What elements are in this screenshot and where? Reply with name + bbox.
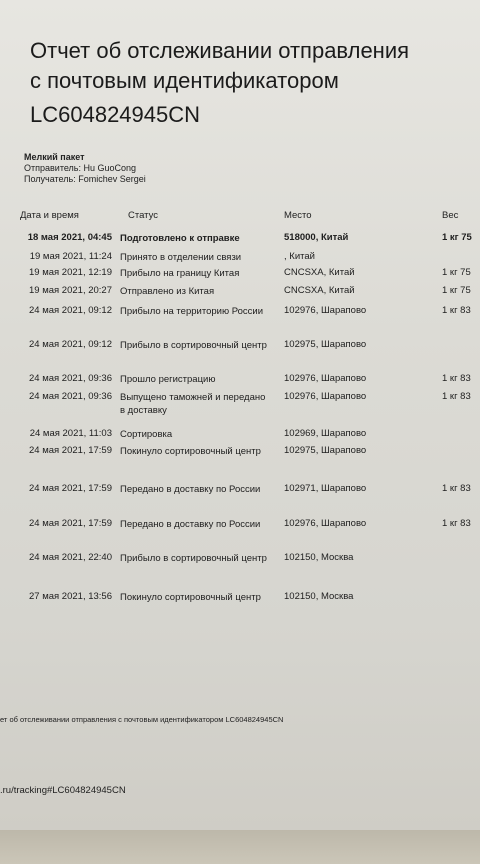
row-place: 518000, Китай <box>284 232 349 243</box>
row-status: Прибыло в сортировочный центр <box>120 340 267 351</box>
row-date: 24 мая 2021, 09:12 <box>29 339 112 350</box>
row-date: 19 мая 2021, 20:27 <box>29 285 112 296</box>
row-status: Сортировка <box>120 429 173 440</box>
row-place: 102969, Шарапово <box>284 428 367 439</box>
row-date: 24 мая 2021, 09:12 <box>29 305 112 316</box>
row-weight: 1 кг 83 <box>442 518 471 529</box>
row-weight: 1 кг 83 <box>442 483 471 494</box>
row-date: 24 мая 2021, 17:59 <box>29 518 112 529</box>
row-status: Прибыло на границу Китая <box>120 268 240 279</box>
tracking-id: LC604824945CN <box>30 102 201 127</box>
header-place: Место <box>284 210 312 221</box>
header-status: Статус <box>128 210 159 221</box>
parcel-meta <box>24 152 146 185</box>
row-status: Прибыло на территорию России <box>120 306 264 317</box>
row-place: 102976, Шарапово <box>284 518 367 529</box>
footer-url: .ru/tracking#LC604824945CN <box>0 785 126 796</box>
row-place: 102971, Шарапово <box>284 483 367 494</box>
row-date: 24 мая 2021, 17:59 <box>29 445 112 456</box>
row-place: CNCSXA, Китай <box>284 267 355 278</box>
row-status: Прошло регистрацию <box>120 374 216 385</box>
row-status: Выпущено таможней и передано в доставку <box>120 392 266 416</box>
background-surface <box>0 830 480 864</box>
row-weight: 1 кг 83 <box>442 391 471 402</box>
row-date: 24 мая 2021, 22:40 <box>29 552 112 563</box>
footer-caption: ет об отслеживании отправления с почтовым идентификатором LC604824945CN <box>0 715 284 724</box>
row-weight: 1 кг 75 <box>442 267 471 278</box>
report-title: Отчет об отслеживании отправления с почтовым идентификатором <box>30 38 410 93</box>
row-place: 102975, Шарапово <box>284 445 367 456</box>
row-date: 24 мая 2021, 09:36 <box>29 373 112 384</box>
row-place: 102976, Шарапово <box>284 373 367 384</box>
row-status: Покинуло сортировочный центр <box>120 592 261 603</box>
row-place: 102976, Шарапово <box>284 391 367 402</box>
row-status: Покинуло сортировочный центр <box>120 446 261 457</box>
recipient: Получатель: Fomichev Sergei <box>24 174 146 184</box>
sender: Отправитель: Hu GuoCong <box>24 163 137 173</box>
row-date: 27 мая 2021, 13:56 <box>29 591 112 602</box>
parcel-type: Мелкий пакет <box>24 152 85 162</box>
row-place: 102150, Москва <box>284 552 354 563</box>
row-weight: 1 кг 75 <box>442 232 472 243</box>
row-date: 18 мая 2021, 04:45 <box>27 232 112 243</box>
row-weight: 1 кг 75 <box>442 285 471 296</box>
row-date: 24 мая 2021, 11:03 <box>29 428 112 439</box>
row-date: 24 мая 2021, 09:36 <box>29 391 112 402</box>
row-weight: 1 кг 83 <box>442 305 471 316</box>
row-status: Передано в доставку по России <box>120 484 261 495</box>
row-status: Принято в отделении связи <box>120 252 242 263</box>
row-weight: 1 кг 83 <box>442 373 471 384</box>
row-date: 19 мая 2021, 12:19 <box>29 267 112 278</box>
row-status: Передано в доставку по России <box>120 519 261 530</box>
row-place: 102976, Шарапово <box>284 305 367 316</box>
row-status: Отправлено из Китая <box>120 286 215 297</box>
row-date: 19 мая 2021, 11:24 <box>29 251 112 262</box>
header-date: Дата и время <box>20 210 79 221</box>
row-date: 24 мая 2021, 17:59 <box>29 483 112 494</box>
row-place: 102975, Шарапово <box>284 339 367 350</box>
row-place: CNCSXA, Китай <box>284 285 355 296</box>
row-place: , Китай <box>284 251 315 262</box>
row-place: 102150, Москва <box>284 591 354 602</box>
header-weight: Вес <box>442 210 459 221</box>
row-status: Подготовлено к отправке <box>120 233 240 244</box>
row-status: Прибыло в сортировочный центр <box>120 553 267 564</box>
